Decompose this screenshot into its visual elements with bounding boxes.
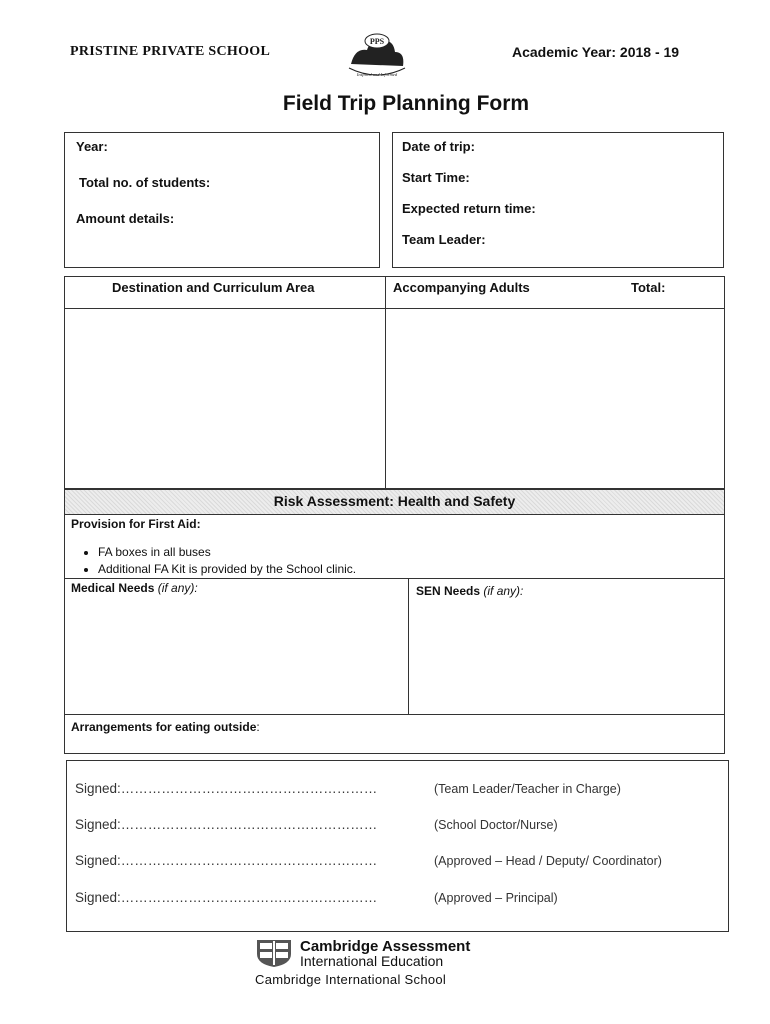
medical-note: (if any): xyxy=(157,581,198,595)
school-logo xyxy=(345,30,409,82)
info-left-box xyxy=(64,132,380,268)
risk-divider xyxy=(64,578,725,579)
medical-needs-field[interactable] xyxy=(71,581,198,595)
date-field[interactable]: Date of trip: xyxy=(402,139,475,154)
table-divider xyxy=(385,276,386,489)
table-divider xyxy=(64,308,725,309)
logo-initials: PPS xyxy=(369,37,385,46)
sen-needs-field[interactable] xyxy=(416,584,523,598)
footer-line3: Cambridge International School xyxy=(255,972,447,987)
return-time-field[interactable]: Expected return time: xyxy=(402,201,536,216)
signature-line[interactable]: Signed:………………………………………………… xyxy=(75,781,378,796)
students-field[interactable]: Total no. of students: xyxy=(79,175,211,190)
logo-motto: Inspired and Informed xyxy=(356,72,398,77)
signature-role: (Team Leader/Teacher in Charge) xyxy=(434,782,621,796)
risk-divider xyxy=(408,578,409,714)
risk-heading-bar xyxy=(64,489,725,515)
list-item: • FA boxes in all buses xyxy=(98,544,356,561)
signature-role: (Approved – Head / Deputy/ Coordinator) xyxy=(434,854,662,868)
start-time-field[interactable]: Start Time: xyxy=(402,170,470,185)
medical-label: Medical Needs xyxy=(71,581,155,595)
school-name: PRISTINE PRIVATE SCHOOL xyxy=(70,44,271,59)
signature-role: (Approved – Principal) xyxy=(434,891,558,905)
adults-header: Accompanying Adults xyxy=(393,280,530,295)
cambridge-shield-icon xyxy=(255,938,293,968)
academic-year: Academic Year: 2018 - 19 xyxy=(512,44,680,60)
sen-label: SEN Needs xyxy=(416,584,481,598)
eating-colon: : xyxy=(256,720,260,734)
risk-divider xyxy=(64,714,725,715)
signature-role: (School Doctor/Nurse) xyxy=(434,818,558,832)
footer-line2: International Education xyxy=(300,953,444,969)
year-field[interactable]: Year: xyxy=(76,139,108,154)
page-title: Field Trip Planning Form xyxy=(282,92,530,115)
eating-label: Arrangements for eating outside xyxy=(71,720,257,734)
footer-line1: Cambridge Assessment xyxy=(300,938,471,955)
sen-note: (if any): xyxy=(483,584,524,598)
risk-heading: Risk Assessment: Health and Safety xyxy=(273,493,516,509)
signature-line[interactable]: Signed:………………………………………………… xyxy=(75,890,378,905)
team-leader-field[interactable]: Team Leader: xyxy=(402,232,486,247)
adults-input[interactable] xyxy=(387,310,723,488)
total-header: Total: xyxy=(631,280,666,295)
signature-line[interactable]: Signed:………………………………………………… xyxy=(75,817,378,832)
signature-line[interactable]: Signed:………………………………………………… xyxy=(75,853,378,868)
amount-field[interactable]: Amount details: xyxy=(76,211,175,226)
info-right-box xyxy=(392,132,724,268)
list-item: • Additional FA Kit is provided by the School clinic. xyxy=(98,561,356,578)
first-aid-label: Provision for First Aid: xyxy=(71,517,201,531)
eating-field[interactable] xyxy=(71,720,260,734)
first-aid-list xyxy=(78,544,356,578)
destination-header: Destination and Curriculum Area xyxy=(112,280,315,295)
destination-input[interactable] xyxy=(66,310,384,488)
